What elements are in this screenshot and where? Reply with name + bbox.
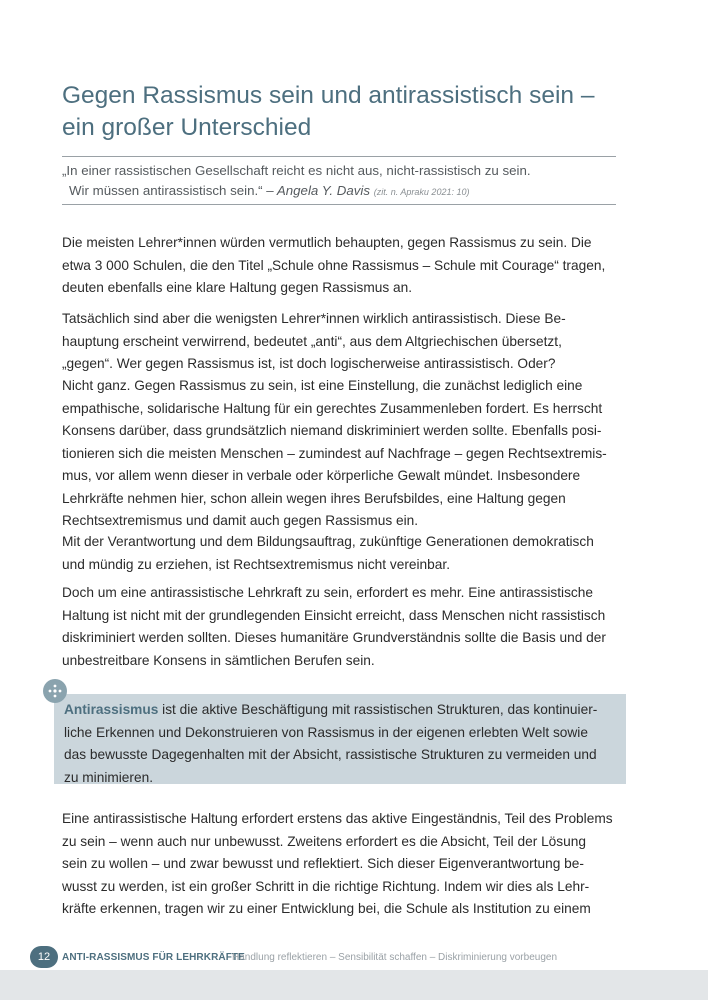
text-line: Die meisten Lehrer*innen würden vermutlich behaupten, gegen Rassismus zu sein. Die: [62, 235, 592, 250]
text-line: Doch um eine antirassistische Lehrkraft zu sein, erfordert es mehr. Eine antirassistische: [62, 585, 594, 600]
text-line: „gegen“. Wer gegen Rassismus ist, ist doch logischerweise antirassistisch. Oder?: [62, 356, 556, 371]
page-title-line-1: Gegen Rassismus sein und antirassistisch sein –: [62, 82, 595, 109]
quote-top-rule: [62, 156, 616, 157]
body-paragraph-1: [62, 232, 622, 300]
quote-line-2-text: Wir müssen antirassistisch sein.“: [69, 183, 263, 198]
quote-bottom-rule: [62, 204, 616, 205]
quote-citation: (zit. n. Apraku 2021: 10): [373, 187, 470, 197]
text-line: wusst zu werden, ist ein großer Schritt in die richtige Richtung. Indem wir dies als Lehr-: [62, 878, 590, 894]
text-line: empathische, solidarische Haltung für ein gerechtes Zusammenleben fordert. Es herrscht: [62, 400, 603, 416]
definition-line-4: zu minimieren.: [64, 769, 153, 785]
text-line: mus, vor allem wenn dieser in verbale oder körperliche Gewalt mündet. Insbesondere: [62, 468, 581, 483]
epigraph-quote: [62, 161, 622, 202]
footer-subtitle: Handlung reflektieren – Sensibilität schaffen – Diskriminierung vorbeugen: [232, 952, 557, 963]
quote-line-1: „In einer rassistischen Gesellschaft reicht es nicht aus, nicht-rassistisch zu sein.: [62, 163, 531, 178]
text-line: Tatsächlich sind aber die wenigsten Lehrer*innen wirklich antirassistisch. Diese Be-: [62, 311, 566, 326]
text-line: Konsens darüber, dass grundsätzlich niemand diskriminiert werden sollte. Ebenfalls posi-: [62, 423, 602, 438]
body-paragraph-4: [62, 531, 622, 576]
footer-series-title: ANTI-RASSISMUS FÜR LEHRKRÄFTE: [62, 952, 245, 963]
definition-line-1: [64, 699, 624, 722]
text-line: deuten ebenfalls eine klare Haltung gegen Rassismus an.: [62, 280, 413, 295]
text-line: hauptung erscheint verwirrend, bedeutet „anti“, aus dem Altgriechischen übersetzt,: [62, 333, 562, 349]
text-line: Nicht ganz. Gegen Rassismus zu sein, ist eine Einstellung, die zunächst lediglich eine: [62, 378, 583, 393]
definition-line-1-rest: ist die aktive Beschäftigung mit rassistischen Strukturen, das kontinuier-: [158, 702, 598, 717]
text-line: Haltung ist nicht mit der grundlegenden Einsicht erreicht, dass Menschen nicht rassistisch: [62, 607, 606, 623]
body-paragraph-6: [62, 808, 622, 921]
body-paragraph-3: [62, 375, 622, 533]
text-line: etwa 3 000 Schulen, die den Titel „Schule ohne Rassismus – Schule mit Courage“ tragen,: [62, 257, 606, 273]
body-paragraph-5: [62, 582, 622, 672]
text-line: tionieren sich die meisten Menschen – zumindest auf Nachfrage – gegen Rechtsextremis-: [62, 445, 607, 461]
text-line: Rechtsextremismus und damit auch gegen Rassismus ein.: [62, 513, 419, 528]
definition-term: Antirassismus: [64, 702, 159, 717]
page-title: [62, 80, 662, 144]
text-line: sein zu wollen – und zwar bewusst und reflektiert. Sich dieser Eigenverantwortung be-: [62, 856, 584, 871]
text-line: kräfte erkennen, tragen wir zu einer Entwicklung bei, die Schule als Institution zu einem: [62, 901, 591, 916]
quote-line-2: [62, 181, 622, 202]
definition-line-2: liche Erkennen und Dekonstruieren von Rassismus in der eigenen erlebten Welt sowie: [64, 724, 588, 740]
body-paragraph-2: [62, 308, 622, 376]
text-line: zu sein – wenn auch nur unbewusst. Zweitens erfordert es die Absicht, Teil der Lösung: [62, 833, 586, 849]
text-line: Lehrkräfte nehmen hier, schon allein wegen ihres Berufsbildes, eine Haltung gegen: [62, 490, 566, 506]
text-line: unbestreitbare Konsens in sämtlichen Berufen sein.: [62, 652, 375, 668]
page-title-line-2: ein großer Unterschied: [62, 114, 312, 141]
footer-bar: [0, 970, 708, 1000]
definition-text: [64, 699, 624, 789]
text-line: Eine antirassistische Haltung erfordert erstens das aktive Eingeständnis, Teil des Problems: [62, 811, 613, 826]
page-number: 12: [30, 946, 58, 968]
definition-line-3: das bewusste Dagegenhalten mit der Absicht, rassistische Strukturen zu vermeiden und: [64, 747, 597, 762]
text-line: Mit der Verantwortung und dem Bildungsauftrag, zukünftige Generationen demokratisch: [62, 534, 594, 549]
quote-author: – Angela Y. Davis: [266, 183, 371, 198]
text-line: und mündig zu erziehen, ist Rechtsextremismus nicht vereinbar.: [62, 556, 450, 572]
text-line: diskriminiert werden sollten. Dieses humanitäre Grundverständnis sollte die Basis und der: [62, 630, 606, 645]
